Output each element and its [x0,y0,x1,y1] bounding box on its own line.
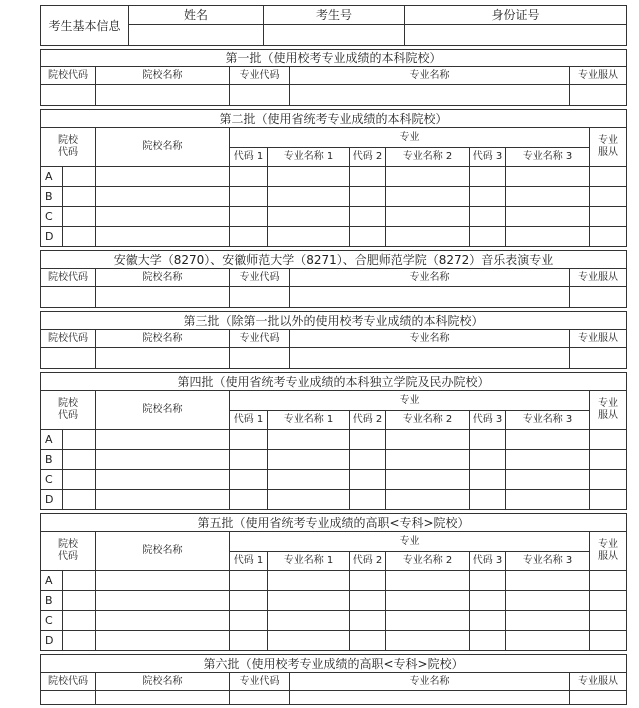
row-label: A [41,167,63,187]
major-header: 专业 [230,128,590,148]
table-row [41,470,627,490]
table-row [41,207,627,227]
major-name-1-header: 专业名称 1 [268,411,350,430]
table-row [41,167,627,187]
row-label: D [41,631,63,651]
major-name-2-header: 专业名称 2 [386,552,470,571]
major-header: 专业 [230,532,590,552]
batch-3-table [40,311,627,369]
school-code-header: 院校 代码 [41,128,96,167]
batch-2-title: 第二批（使用省统考专业成绩的本科院校） [41,110,627,128]
major-name-field[interactable] [290,85,570,106]
major-name-3-header: 专业名称 3 [506,411,590,430]
candidate-info-table [40,5,627,46]
major-name-header: 专业名称 [290,269,570,287]
major-obey-header: 专业服从 [570,330,627,348]
school-name-header: 院校名称 [96,128,230,167]
table-row [41,430,627,450]
name-header: 姓名 [129,6,264,25]
school-code-header: 院校代码 [41,330,96,348]
candidate-info-label: 考生基本信息 [41,6,129,46]
school-name-field[interactable] [96,85,230,106]
row-label: D [41,490,63,510]
major-name-1-header: 专业名称 1 [268,552,350,571]
code-1-header: 代码 1 [230,148,268,167]
id-number-field[interactable] [405,25,627,46]
school-name-header: 院校名称 [96,67,230,85]
row-label: C [41,470,63,490]
special-music-title: 安徽大学（8270）、安徽师范大学（8271）、合肥师范学院（8272）音乐表演专业 [41,251,627,269]
application-form [40,5,626,705]
row-label: B [41,450,63,470]
code-1-header: 代码 1 [230,552,268,571]
major-name-header: 专业名称 [290,673,570,691]
code-2-header: 代码 2 [350,411,386,430]
batch-6-title: 第六批（使用校考专业成绩的高职<专科>院校） [41,655,627,673]
major-name-3-header: 专业名称 3 [506,148,590,167]
row-label: B [41,187,63,207]
school-code-header: 院校 代码 [41,391,96,430]
school-code-field[interactable] [41,85,96,106]
major-header: 专业 [230,391,590,411]
name-field[interactable] [129,25,264,46]
school-code-header: 院校 代码 [41,532,96,571]
table-row [41,450,627,470]
school-name-header: 院校名称 [96,673,230,691]
major-code-header: 专业代码 [230,330,290,348]
table-row [41,591,627,611]
table-row [41,611,627,631]
major-name-3-header: 专业名称 3 [506,552,590,571]
code-1-header: 代码 1 [230,411,268,430]
major-obey-header: 专业服从 [570,67,627,85]
batch-2-table [40,109,627,247]
code-2-header: 代码 2 [350,552,386,571]
school-name-header: 院校名称 [96,532,230,571]
major-code-field[interactable] [230,85,290,106]
major-code-header: 专业代码 [230,673,290,691]
major-name-1-header: 专业名称 1 [268,148,350,167]
major-obey-header: 专业服从 [570,269,627,287]
batch-4-title: 第四批（使用省统考专业成绩的本科独立学院及民办院校） [41,373,627,391]
major-name-2-header: 专业名称 2 [386,411,470,430]
school-name-header: 院校名称 [96,391,230,430]
table-row [41,490,627,510]
row-label: A [41,430,63,450]
special-music-table [40,250,627,308]
table-row [41,187,627,207]
batch-1-table [40,49,627,106]
school-code-header: 院校代码 [41,673,96,691]
row-label: B [41,591,63,611]
table-row [41,571,627,591]
code-3-header: 代码 3 [470,411,506,430]
batch-5-table [40,513,627,651]
major-code-header: 专业代码 [230,269,290,287]
batch-1-title: 第一批（使用校考专业成绩的本科院校） [41,50,627,67]
code-3-header: 代码 3 [470,552,506,571]
table-row [41,631,627,651]
exam-number-field[interactable] [264,25,405,46]
school-code-header: 院校代码 [41,67,96,85]
school-code-header: 院校代码 [41,269,96,287]
batch-6-table [40,654,627,705]
major-name-header: 专业名称 [290,67,570,85]
major-obey-header: 专业 服从 [590,532,627,571]
major-name-2-header: 专业名称 2 [386,148,470,167]
major-name-header: 专业名称 [290,330,570,348]
school-name-header: 院校名称 [96,330,230,348]
major-code-header: 专业代码 [230,67,290,85]
major-obey-header: 专业 服从 [590,128,627,167]
major-obey-field[interactable] [570,85,627,106]
row-label: C [41,611,63,631]
row-label: A [41,571,63,591]
batch-3-title: 第三批（除第一批以外的使用校考专业成绩的本科院校） [41,312,627,330]
exam-number-header: 考生号 [264,6,405,25]
code-2-header: 代码 2 [350,148,386,167]
major-obey-header: 专业 服从 [590,391,627,430]
row-label: D [41,227,63,247]
table-row [41,227,627,247]
batch-4-table [40,372,627,510]
id-number-header: 身份证号 [405,6,627,25]
row-label: C [41,207,63,227]
code-3-header: 代码 3 [470,148,506,167]
batch-5-title: 第五批（使用省统考专业成绩的高职<专科>院校） [41,514,627,532]
major-obey-header: 专业服从 [570,673,627,691]
school-name-header: 院校名称 [96,269,230,287]
